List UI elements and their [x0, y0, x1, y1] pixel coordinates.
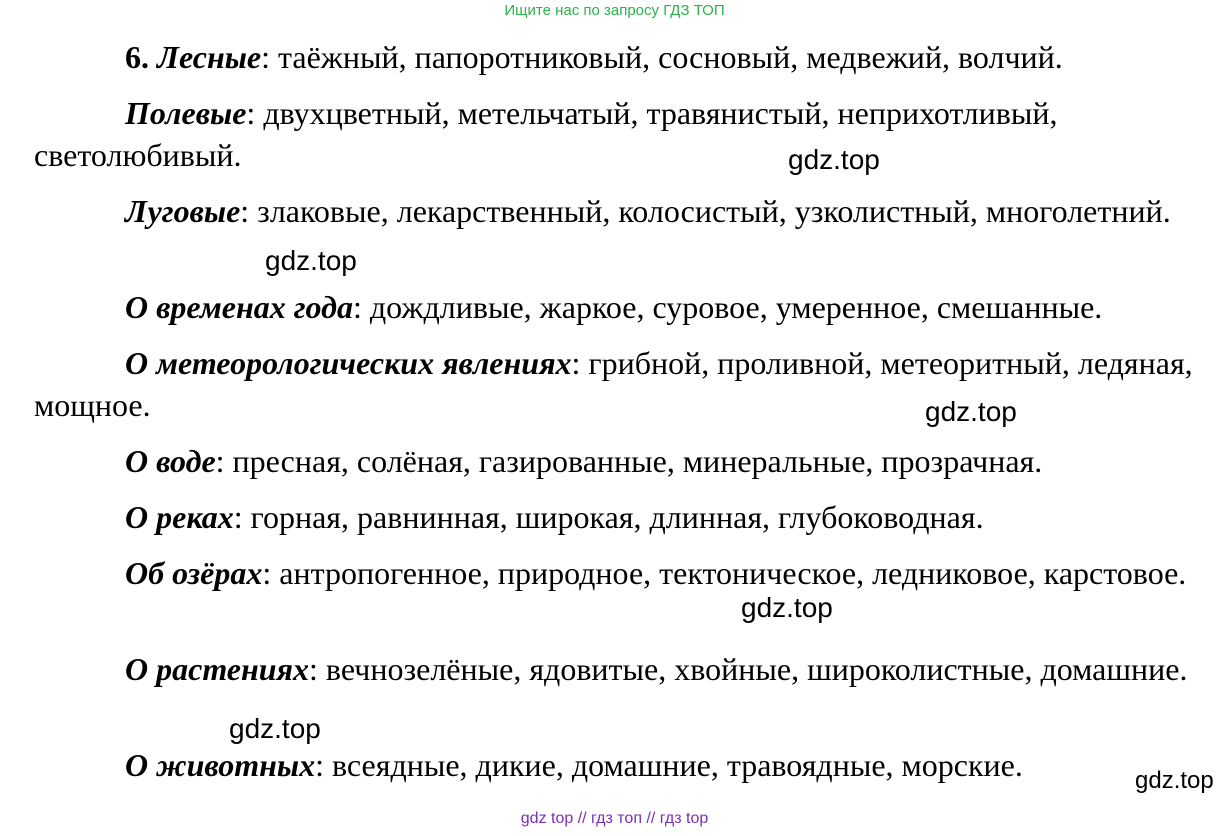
category-heading: О метеорологических явлениях — [125, 345, 572, 381]
category-words: : антропогенное, природное, тектоническое, ледниковое, карстовое. — [262, 555, 1187, 591]
paragraph-meadow — [34, 190, 1214, 232]
category-words: : всеядные, дикие, домашние, травоядные, морские. — [315, 747, 1023, 783]
category-heading: О растениях — [125, 651, 310, 687]
paragraph-animals — [34, 744, 1214, 786]
category-words: : дождливые, жаркое, суровое, умеренное, смешанные. — [352, 289, 1103, 325]
paragraph-forest — [34, 36, 1214, 78]
watermark: gdz.top — [229, 713, 321, 744]
category-heading: Луговые — [125, 193, 241, 229]
watermark: gdz.top — [788, 144, 880, 175]
category-words: : горная, равнинная, широкая, длинная, глубоководная. — [233, 499, 984, 535]
watermark: gdz.top — [925, 396, 1017, 427]
category-words: : грибной, проливной, метеоритный, ледяная, мощное. — [34, 345, 1193, 423]
category-heading: Об озёрах — [125, 555, 263, 591]
category-heading: О животных — [125, 747, 316, 783]
watermark: gdz.top — [265, 245, 357, 276]
paragraph-weather — [34, 342, 1214, 426]
category-words: : двухцветный, метельчатый, травянистый, неприхотливый, светолюбивый. — [34, 95, 1058, 173]
paragraph-water — [34, 440, 1214, 482]
paragraph-plants — [34, 648, 1214, 690]
category-words: : таёжный, папоротниковый, сосновый, медвежий, волчий. — [261, 39, 1063, 75]
paragraph-field — [34, 92, 1214, 176]
category-words: : пресная, солёная, газированные, минеральные, прозрачная. — [215, 443, 1043, 479]
watermark: gdz.top — [1135, 767, 1214, 794]
category-heading: О реках — [125, 499, 234, 535]
category-heading: О временах года — [125, 289, 353, 325]
paragraph-seasons — [34, 286, 1214, 328]
category-words: : вечнозелёные, ядовитые, хвойные, широколистные, домашние. — [309, 651, 1188, 687]
category-heading: О воде — [125, 443, 216, 479]
paragraph-lakes — [34, 552, 1214, 594]
category-heading: Полевые — [125, 95, 247, 131]
category-words: : злаковые, лекарственный, колосистый, узколистный, многолетний. — [240, 193, 1171, 229]
bottom-banner: gdz top // гдз топ // гдз top — [520, 810, 709, 827]
watermark: gdz.top — [741, 592, 833, 623]
paragraph-rivers — [34, 496, 1214, 538]
top-banner: Ищите нас по запросу ГДЗ ТОП — [504, 2, 725, 19]
category-heading: Лесные — [157, 39, 262, 75]
exercise-number: 6. — [125, 39, 157, 75]
